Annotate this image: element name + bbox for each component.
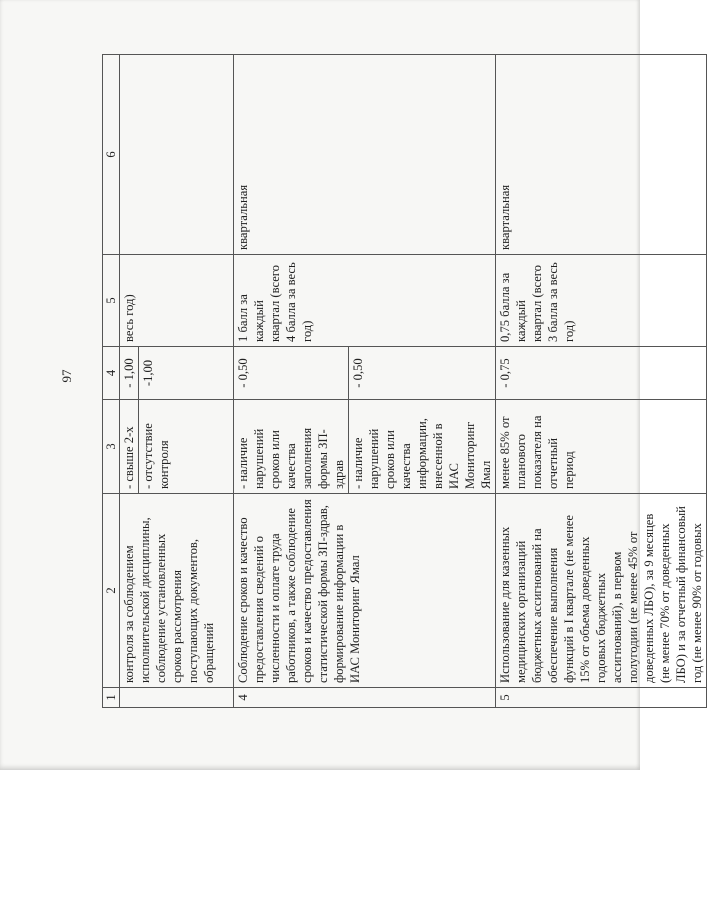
header-cell: 1 — [103, 688, 120, 708]
header-cell: 6 — [103, 55, 120, 255]
period-cell: квартальная — [234, 55, 496, 255]
score-cell: - 0,50 — [234, 347, 349, 400]
score-cell: - 0,75 — [496, 347, 707, 400]
criterion-cell: - наличие нарушений сроков или качества заполнения формы ЗП-здрав — [234, 400, 349, 494]
criterion-cell: - отсутствие контроля — [139, 400, 234, 494]
table-row — [496, 55, 707, 708]
score-cell: -1,00 — [139, 347, 234, 400]
indicator-cell: Соблюдение сроков и качество предоставления сведений о численности и оплате труда работников, а также соблюдение сроков и качество предоставления статистической формы ЗП-здрав, формирование информации в ИАС Мониторинг Ямал — [234, 494, 496, 688]
header-cell: 3 — [103, 400, 120, 494]
period-cell: квартальная — [496, 55, 707, 255]
row-number: 4 — [234, 688, 496, 708]
criterion-cell: - наличие нарушений сроков или качества информации, внесенной в ИАС Мониторинг Ямал — [349, 400, 496, 494]
criterion-cell: менее 85% от планового показателя на отчетный период — [496, 400, 707, 494]
header-row — [103, 55, 120, 708]
indicator-cell: Использование для казенных медицинских организаций бюджетных ассигнований на обеспечение выполнения функций в I квартале (не менее 15% от объема доведенных годовых бюджетных ассигнований), в первом полугодии (не менее 45% от доведенных ЛБО), за 9 месяцев (не менее 70% от доведенных ЛБО) и за отчетный финансовый год (не менее 90% от годовых — [496, 494, 707, 688]
table-row — [120, 55, 139, 708]
header-cell: 5 — [103, 255, 120, 347]
indicator-cell: контроля за соблюдением исполнительской дисциплины, соблюдение установленных сроков рассмотрения поступающих документов, обращений — [120, 494, 234, 688]
period-cell — [120, 55, 234, 255]
table-row — [234, 55, 349, 708]
row-number: 5 — [496, 688, 707, 708]
row-number — [120, 688, 234, 708]
max-score-cell: весь год) — [120, 255, 234, 347]
max-score-cell: 0,75 балла за каждый квартал (всего 3 балла за весь год) — [496, 255, 707, 347]
score-cell: - 1,00 — [120, 347, 139, 400]
criteria-table — [102, 54, 707, 708]
score-cell: - 0,50 — [349, 347, 496, 400]
criterion-cell: - свыше 2-х — [120, 400, 139, 494]
page-number: 97 — [59, 369, 74, 383]
header-cell: 4 — [103, 347, 120, 400]
rotated-table-container — [102, 55, 704, 708]
max-score-cell: 1 балл за каждый квартал (всего 4 балла за весь год) — [234, 255, 496, 347]
header-cell: 2 — [103, 494, 120, 688]
